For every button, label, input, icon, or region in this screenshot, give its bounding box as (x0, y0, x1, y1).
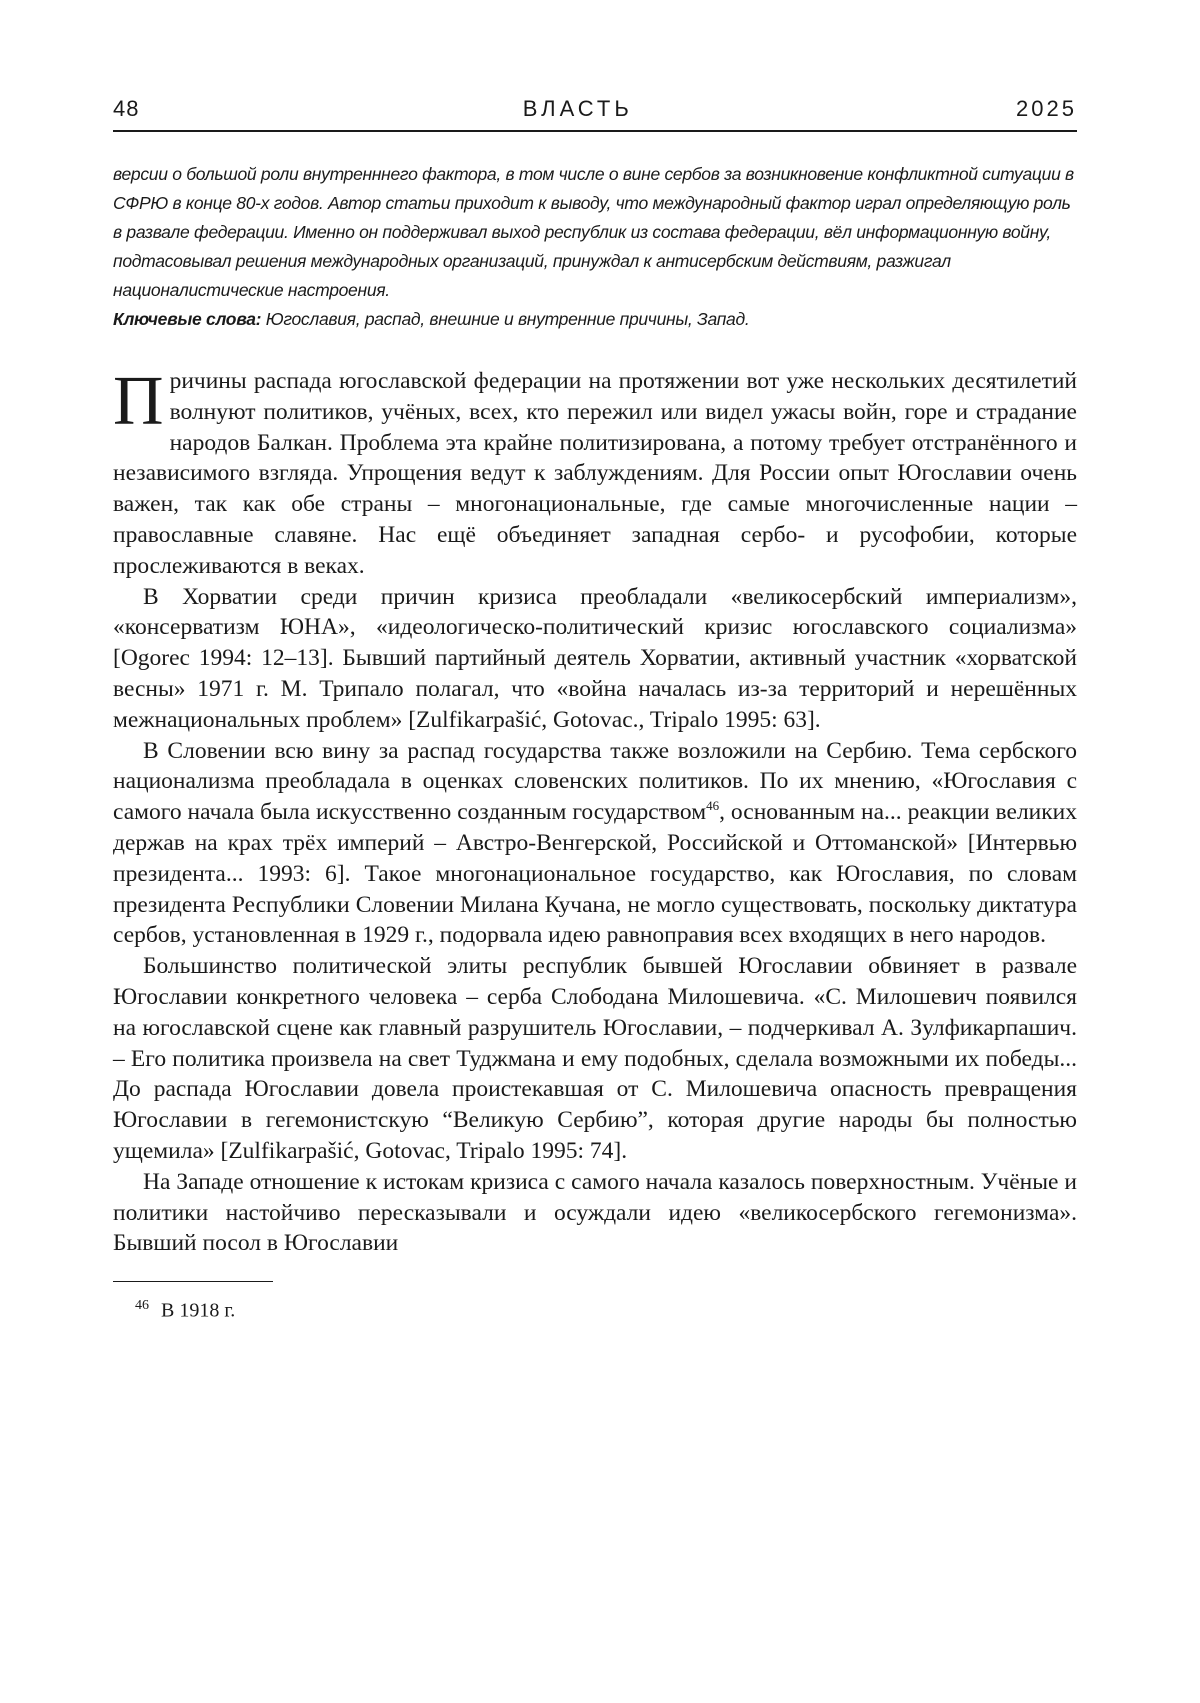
running-header (113, 96, 1077, 132)
footnote-number: 46 (135, 1298, 149, 1314)
keywords-label: Ключевые слова: (113, 309, 262, 329)
paragraph-3 (113, 736, 1077, 952)
paragraph-3-text-a: В Словении всю вину за распад государства также возложили на Сербию. Тема сербского национализма преобладала в оценках словенских политиков. По их мнению, «Югославия с самого начала была искусственно созданным государством (113, 737, 1077, 826)
abstract (113, 160, 1077, 334)
paragraph-1-text: ричины распада югославской федерации на протяжении вот уже нескольких десятилетий волнуют политиков, учёных, всех, кто пережил или видел ужасы войн, горе и страдание народов Балкан. Проблема эта крайне политизирована, а потому требует отстранённого и независимого взгляда. Упрощения ведут к заблуждениям. Для России опыт Югославии очень важен, так как обе страны – многонациональные, где самые многочисленные нации – православные славяне. Нас ещё объединяет западная сербо- и русофобии, которые прослеживаются в веках. (113, 368, 1077, 579)
keywords (113, 305, 1077, 334)
page (113, 96, 1077, 1325)
article-body (113, 363, 1077, 1259)
paragraph-1 (113, 363, 1077, 582)
footnote-text: В 1918 г. (161, 1299, 236, 1322)
footnote (113, 1292, 1077, 1325)
footnote-reference[interactable]: 46 (706, 798, 720, 814)
page-number: 48 (113, 96, 140, 121)
journal-title: ВЛАСТЬ (522, 96, 633, 121)
drop-cap: П (113, 363, 164, 440)
issue-year: 2025 (1016, 96, 1077, 121)
paragraph-2: В Хорватии среди причин кризиса преобладали «великосербский империализм», «консерватизм ЮНА», «идеологическо-политический кризис югославского социализма» [Ogorec 1994: 12–13]. Бывший партийный деятель Хорватии, активный участник «хорватской весны» 1971 г. М. Трипало полагал, что «война началась из-за территорий и нерешённых межнациональных проблем» [Zulfikarpašić, Gotovac., Tripalo 1995: 63]. (113, 583, 1077, 733)
paragraph-3-text-b: , основанным на... реакции великих держав на крах трёх империй – Австро-Венгерской, Российской и Оттоманской» [Интервью президента... 1993: 6]. Такое многонациональное государство, как Югославия, по словам президента Республики Словении Милана Кучана, не могло существовать, поскольку диктатура сербов, установленная в 1929 г., подорвала идею равноправия всех входящих в него народов. (113, 799, 1077, 949)
paragraph-5: На Западе отношение к истокам кризиса с самого начала казалось поверхностным. Учёные и политики настойчиво пересказывали и осуждали идею «великосербского гегемонизма». Бывший посол в Югославии (113, 1168, 1077, 1257)
paragraph-4: Большинство политической элиты республик бывшей Югославии обвиняет в развале Югославии конкретного человека – серба Слободана Милошевича. «С. Милошевич появился на югославской сцене как главный разрушитель Югославии, – подчеркивал А. Зулфикарпашич. – Его политика произвела на свет Туджмана и ему подобных, сделала возможными их победы... До распада Югославии довела проистекавшая от С. Милошевича опасность превращения Югославии в гегемонистскую “Великую Сербию”, которая другие народы бы полностью ущемила» [Zulfikarpašić, Gotovac, Tripalo 1995: 74]. (113, 953, 1077, 1164)
abstract-text: версии о большой роли внутренннего фактора, в том числе о вине сербов за возникновение конфликтной ситуации в СФРЮ в конце 80-х годов. Автор статьи приходит к выводу, что международный фактор играл определяющую роль в развале федерации. Именно он поддерживал выход республик из состава федерации, вёл информационную войну, подтасовывал решения международных организаций, принуждал к антисербским действиям, разжигал националистические настроения. (113, 164, 1074, 300)
footnote-divider (113, 1281, 273, 1282)
keywords-list: Югославия, распад, внешние и внутренние причины, Запад. (265, 309, 750, 329)
